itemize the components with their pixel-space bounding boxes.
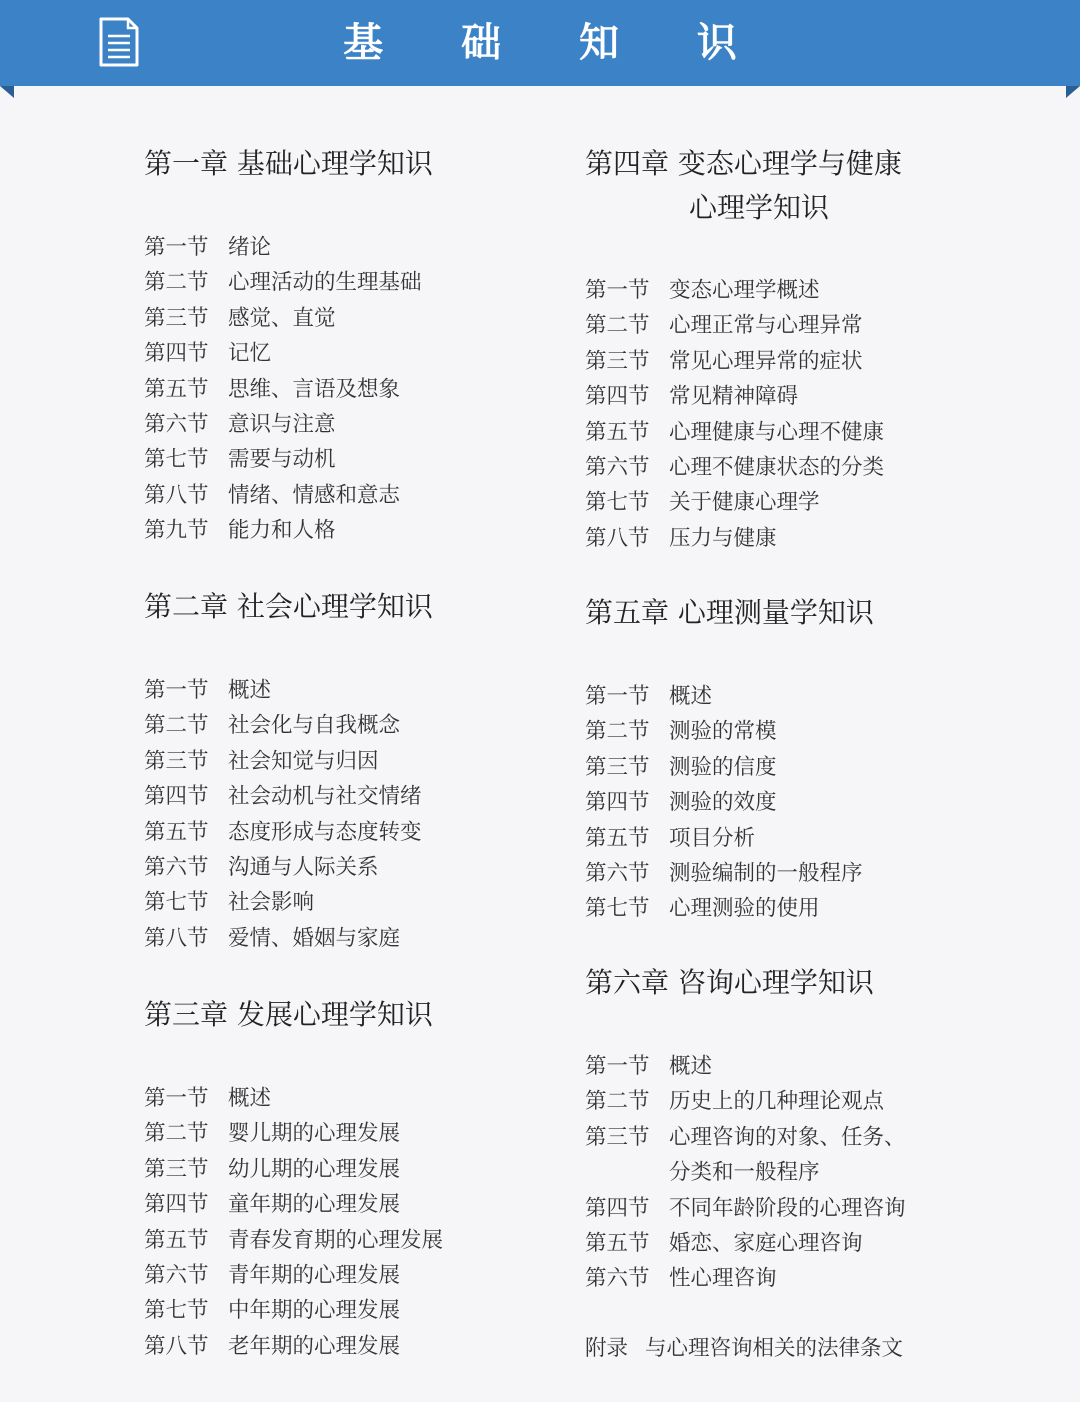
chapter-2-title: 第二章 社会心理学知识: [144, 590, 433, 623]
section-item: 第五节 青春发育期的心理发展: [144, 1227, 444, 1253]
section-item: 第七节 关于健康心理学: [585, 490, 820, 516]
chapter-5-sections: [585, 679, 863, 927]
page-title: 基 础 知 识: [343, 20, 769, 66]
chapter-4-sections: [585, 273, 884, 556]
chapter-3-sections: [144, 1081, 443, 1364]
section-item: 第五节 思维、言语及想象: [144, 376, 401, 402]
section-item: 第三节 心理咨询的对象、任务、 分类和一般程序: [585, 1120, 906, 1191]
section-item: 第一节 概述: [144, 1086, 272, 1111]
chapter-5-title: 第五章 心理测量学知识: [585, 596, 874, 629]
section-item: 第四节 记忆: [144, 341, 272, 367]
section-item: 第三节 常见心理异常的症状: [585, 348, 863, 374]
section-item: 第六节 性心理咨询: [585, 1266, 777, 1292]
section-item: 第五节 心理健康与心理不健康: [585, 419, 885, 445]
section-item: 第二节 历史上的几种理论观点: [585, 1089, 885, 1115]
section-item: 第三节 感觉、直觉: [144, 305, 336, 331]
section-item: 第二节 婴儿期的心理发展: [144, 1121, 401, 1147]
section-item: 第三节 测验的信度: [585, 754, 777, 780]
section-item: 第一节 绪论: [144, 235, 272, 260]
section-item: 第四节 社会动机与社交情绪: [144, 784, 422, 810]
section-item: 第八节 压力与健康: [585, 525, 777, 551]
section-item: 第四节 常见精神障碍: [585, 384, 799, 410]
section-item: 第四节 童年期的心理发展: [144, 1192, 401, 1218]
section-item: 第二节 心理活动的生理基础: [144, 270, 422, 296]
section-item: 第六节 测验编制的一般程序: [585, 860, 863, 886]
chapter-3-title: 第三章 发展心理学知识: [144, 998, 433, 1031]
section-item: 第一节 概述: [585, 684, 713, 709]
section-item: 第六节 青年期的心理发展: [144, 1262, 401, 1288]
section-item: 第五节 项目分析: [585, 825, 756, 851]
section-item: 第二节 社会化与自我概念: [144, 713, 401, 739]
section-item: 第五节 婚恋、家庭心理咨询: [585, 1230, 863, 1256]
appendix: [585, 1331, 903, 1366]
section-item: 第七节 心理测验的使用: [585, 896, 820, 922]
section-item: 第七节 社会影响: [144, 890, 315, 916]
section-item: 第五节 态度形成与态度转变: [144, 819, 422, 845]
chapter-6-title: 第六章 咨询心理学知识: [585, 966, 874, 999]
section-item: 第八节 情绪、情感和意志: [144, 482, 401, 508]
chapter-1-title: 第一章 基础心理学知识: [144, 147, 433, 180]
section-item: 第一节 概述: [585, 1054, 713, 1079]
section-item: 第二节 测验的常模: [585, 719, 777, 745]
banner-fold-right: [1066, 86, 1080, 98]
chapter-4-title: [585, 142, 985, 230]
section-item: 第二节 心理正常与心理异常: [585, 313, 863, 339]
section-item: 第八节 老年期的心理发展: [144, 1333, 401, 1359]
banner-fold-left: [0, 86, 14, 98]
section-item: 第七节 中年期的心理发展: [144, 1298, 401, 1324]
appendix-title: 与心理咨询相关的法律条文: [645, 1336, 904, 1361]
section-item: 第九节 能力和人格: [144, 518, 336, 544]
section-item: 第三节 幼儿期的心理发展: [144, 1156, 401, 1182]
chapter-1-sections: [144, 230, 422, 549]
chapter-2-sections: [144, 673, 422, 956]
header-banner: [0, 0, 1080, 86]
appendix-label: 附录: [585, 1336, 629, 1361]
section-item: 第一节 概述: [144, 678, 272, 703]
section-item: 第六节 意识与注意: [144, 411, 336, 437]
section-item: 第四节 不同年龄阶段的心理咨询: [585, 1195, 906, 1221]
section-item: 第八节 爱情、婚姻与家庭: [144, 925, 401, 951]
chapter-6-sections: [585, 1049, 906, 1297]
section-item: 第六节 心理不健康状态的分类: [585, 454, 885, 480]
section-title-cont: 分类和一般程序: [669, 1160, 820, 1186]
section-item: 第七节 需要与动机: [144, 447, 336, 473]
section-item: 第六节 沟通与人际关系: [144, 854, 379, 880]
section-item: 第四节 测验的效度: [585, 790, 777, 816]
section-item: 第三节 社会知觉与归因: [144, 748, 379, 774]
chapter-4-title-line1: 第四章 变态心理学与健康: [585, 147, 902, 180]
chapter-4-title-line2: 心理学知识: [689, 191, 830, 224]
section-item: 第一节 变态心理学概述: [585, 278, 820, 303]
